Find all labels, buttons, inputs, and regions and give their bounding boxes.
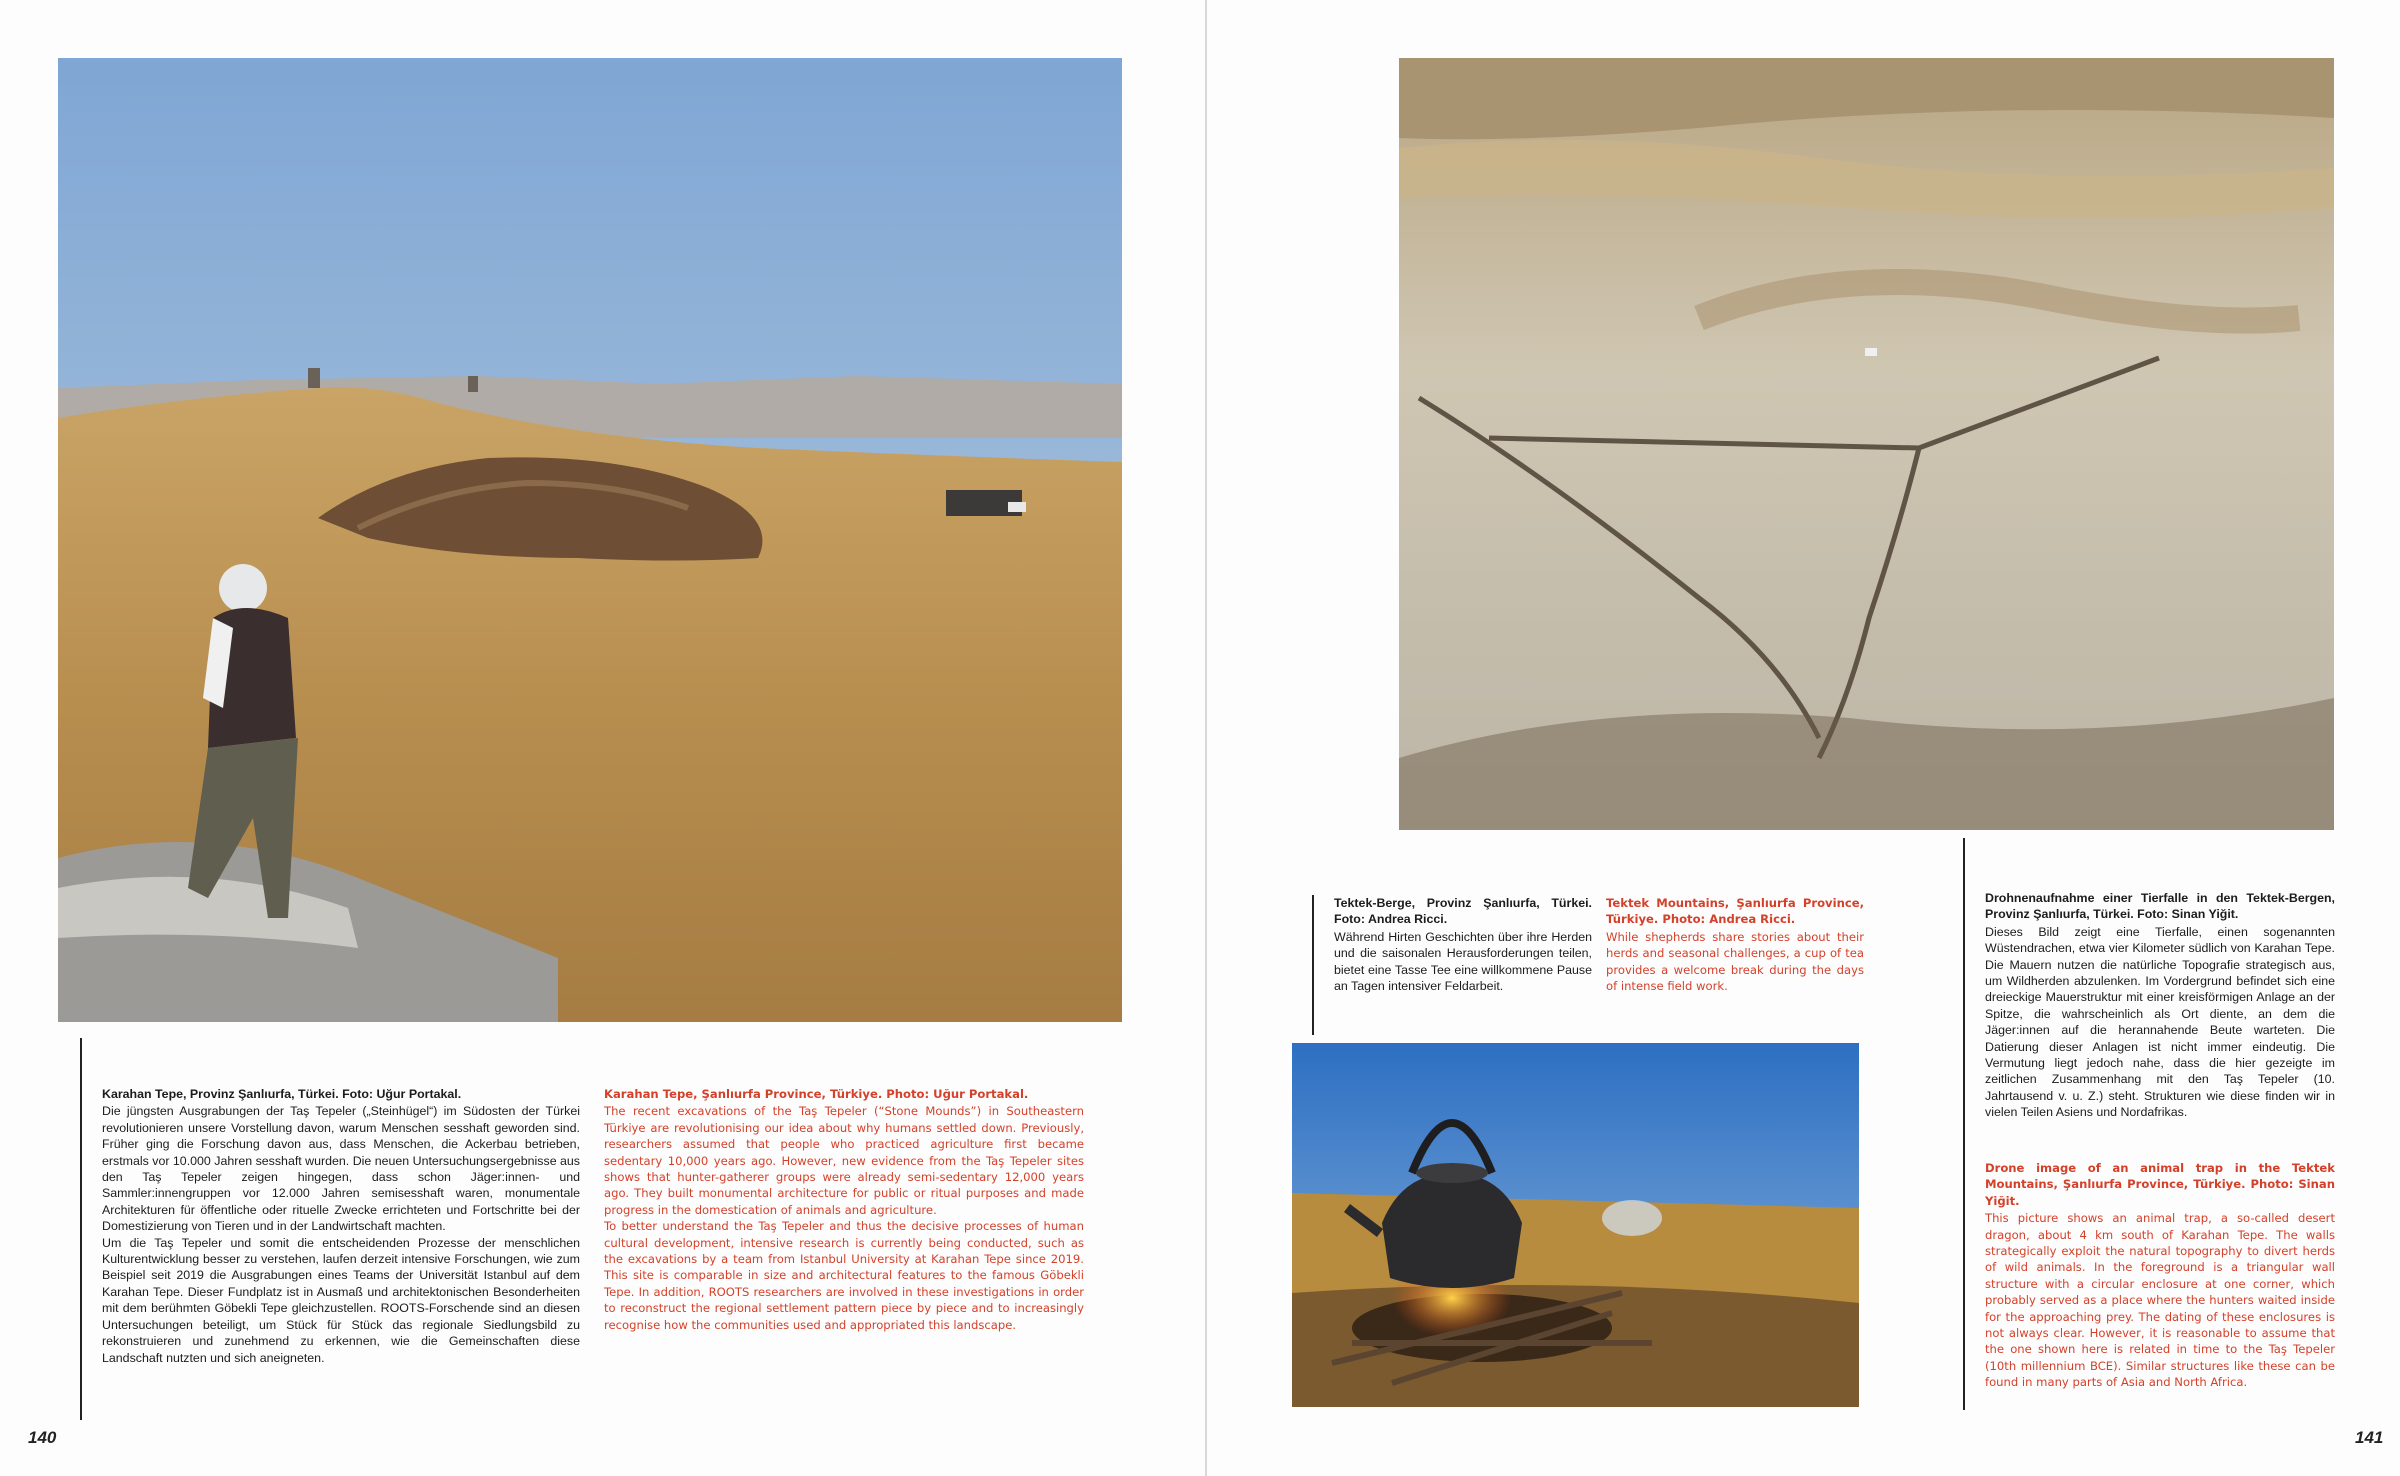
left-caption-de-paragraph-2: Um die Taş Tepeler und somit die entscheidenden Prozesse der menschlichen Kulturentwicklung besser zu verstehen, laufen derzeit intensive Forschungen, wie zum Beispiel seit 2019 die Ausgrabungen eines Teams der Universität Istanbul auf dem Karahan Tepe. Dieser Fundplatz ist in Ausmaß und architektonischen Besonderheiten mit dem berühmten Göbekli Tepe gleichzustellen. ROOTS-Forschende sind an diesen Untersuchungen beteiligt, um Stück für Stück das regionale Siedlungsbild zu rekonstruieren und zunehmend zu erkennen, wie die Gemeinschaften diese Landschaft nutzten und sich aneigneten.	[102, 1235, 580, 1365]
tea-caption-en-heading: Tektek Mountains, Şanlıurfa Province, Türkiye. Photo: Andrea Ricci.	[1606, 896, 1864, 927]
tea-caption-en-paragraph: While shepherds share stories about their herds and seasonal challenges, a cup of tea provides a welcome break during the days of intense field work.	[1606, 929, 1864, 994]
tea-caption-de	[1334, 895, 1592, 994]
left-caption-en	[604, 1086, 1084, 1333]
left-caption-de-paragraph-1: Die jüngsten Ausgrabungen der Taş Tepeler („Steinhügel“) im Südosten der Türkei revolutionieren unsere Vorstellung davon, warum Menschen sesshaft geworden sind. Früher ging die Forschung davon aus, dass Menschen, die Ackerbau betrieben, erstmals vor 10.000 Jahren sesshaft wurden. Die neuen Untersuchungsergebnisse aus den Taş Tepeler zeigen hingegen, dass schon Jäger:innen- und Sammler:innengruppen vor 12.000 Jahren semisesshaft waren, monumentale Architekturen für öffentliche oder rituelle Zwecke errichteten und Fortschritte bei der Domestizierung von Tieren und in der Landwirtschaft machten.	[102, 1104, 581, 1234]
left-caption-de-heading: Karahan Tepe, Provinz Şanlıurfa, Türkei. Foto: Uğur Portakal.	[102, 1087, 462, 1101]
left-caption-en-heading: Karahan Tepe, Şanlıurfa Province, Türkiye. Photo: Uğur Portakal.	[604, 1087, 1029, 1101]
left-caption-rule	[80, 1038, 82, 1420]
tea-caption-rule	[1312, 895, 1314, 1035]
left-caption-en-paragraph-1: The recent excavations of the Taş Tepeler (“Stone Mounds”) in Southeastern Türkiye are revolutionising our idea about why humans settled down. Previously, researchers assumed that people who practiced agriculture first became sedentary 10,000 years ago. However, new evidence from the Taş Tepeler sites shows that hunter-gatherer groups were already semi-sedentary 12,000 years ago. They built monumental architecture for public or ritual purposes and made progress in the domestication of animals and agriculture.	[604, 1104, 1084, 1217]
tea-caption-de-paragraph: Während Hirten Geschichten über ihre Herden und die saisonalen Herausforderungen teilen, bietet eine Tasse Tee eine willkommene Pause an Tagen intensiver Feldarbeit.	[1334, 929, 1592, 994]
trap-caption-en	[1985, 1160, 2335, 1391]
left-caption-de	[102, 1086, 580, 1366]
page-number-left: 140	[28, 1428, 57, 1447]
trap-caption-de-paragraph: Dieses Bild zeigt eine Tierfalle, einen sogenannten Wüstendrachen, etwa vier Kilometer südlich von Karahan Tepe. Die Mauern nutzen die natürliche Topografie strategisch aus, um Wildherden abzulenken. Im Vordergrund befindet sich eine dreieckige Mauerstruktur mit einer kreisförmigen Anlage an der Spitze, die wahrscheinlich als Ort diente, an dem die Jäger:innen auf die herannahende Beute warteten. Die Datierung dieser Anlagen ist nicht immer eindeutig. Die Vermutung liegt jedoch nahe, dass die hier gezeigte im zeitlichen Zusammenhang mit den Taş Tepeler (10. Jahrtausend v. u. Z.) steht. Strukturen wie diese finden wir in vielen Teilen Asiens und Nordafrikas.	[1985, 924, 2335, 1120]
desert-kite-aerial-photo	[1399, 58, 2334, 830]
teapot-over-fire-photo	[1292, 1043, 1859, 1407]
left-caption-en-paragraph-2: To better understand the Taş Tepeler and thus the decisive processes of human cultural development, intensive research is currently being conducted, such as the excavations by a team from Istanbul University at Karahan Tepe since 2019. This site is comparable in size and architectural features to the famous Göbekli Tepe. In addition, ROOTS researchers are involved in these investigations in order to reconstruct the regional settlement pattern piece by piece and to increasingly recognise how the communities used and appropriated this landscape.	[604, 1219, 1084, 1332]
trap-caption-rule	[1963, 838, 1965, 1410]
trap-caption-de	[1985, 890, 2335, 1121]
tea-caption-de-heading: Tektek-Berge, Provinz Şanlıurfa, Türkei. Foto: Andrea Ricci.	[1334, 896, 1592, 927]
page-number-right: 141	[2355, 1428, 2384, 1447]
trap-caption-en-heading: Drone image of an animal trap in the Tektek Mountains, Şanlıurfa Province, Türkiye. Photo: Sinan Yiğit.	[1985, 1161, 2335, 1208]
right-page	[1207, 0, 2400, 1476]
tea-caption-en	[1606, 895, 1864, 994]
trap-caption-de-heading: Drohnenaufnahme einer Tierfalle in den Tektek-Bergen, Provinz Şanlıurfa, Türkei. Foto: Sinan Yiğit.	[1985, 891, 2335, 922]
karahan-tepe-photo	[58, 58, 1122, 1022]
trap-caption-en-paragraph: This picture shows an animal trap, a so-called desert dragon, about 4 km south of Karahan Tepe. The walls strategically exploit the natural topography to divert herds of wild animals. In the foreground is a triangular wall structure with a circular enclosure at one corner, which probably served as a place where the hunters waited inside for the approaching prey. The dating of these enclosures is not always clear. However, it is reasonable to assume that the one shown here is related in time to the Taş Tepeler (10th millennium BCE). Similar structures like these can be found in many parts of Asia and North Africa.	[1985, 1211, 2335, 1390]
